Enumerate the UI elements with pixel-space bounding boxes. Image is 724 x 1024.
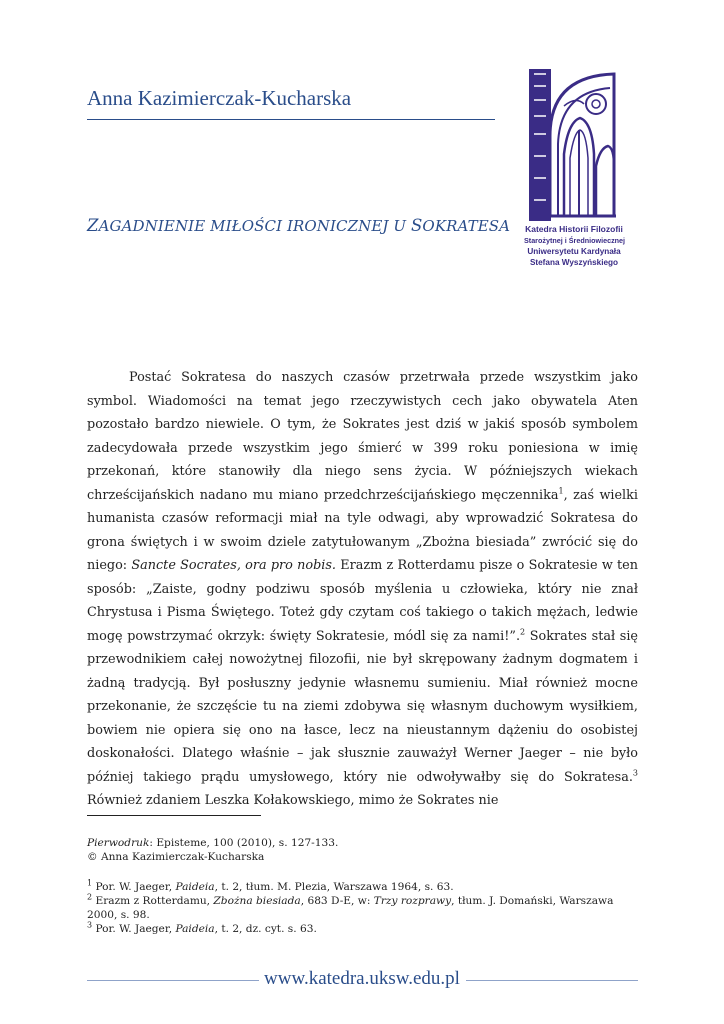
body-text-4: Sokrates stał się przewodnikiem całej nowożytnej filozofii, nie był skrępowany żadnym dogmatem i żadną tradycją. Był posłuszny jedynie własnemu sumieniu. Miał również mocne przekonanie, że szczęście tu na ziemi zdobywa się własnym duchowym wysiłkiem, bowiem nie opiera się ono na łasce, lecz na nieustannym dążeniu do osobistej doskonałości. Dlatego właśnie – jak słusznie zauważył Werner Jaeger – nie było później takiego prądu umysłowego, który nie odwoływałby się do Sokratesa. (87, 628, 638, 785)
footnote-1-text-b: , t. 2, tłum. M. Plezia, Warszawa 1964, s. 63. (214, 881, 454, 893)
footnote-2-text-b: , 683 D-E, w: (300, 895, 374, 907)
body-paragraph (87, 366, 638, 813)
body-text-2: , zaś wielki humanista czasów reformacji miał na tyle odwagi, aby wprowadzić Sokratesa do grona świętych i w swoim dziele zatytułowanym „Zbożna biesiada” zwrócić się do niego: (87, 487, 639, 573)
logo-line-1: Katedra Historii Filozofii (525, 224, 623, 234)
article-body (87, 366, 638, 813)
body-text-1: Postać Sokratesa do naszych czasów przetrwała przede wszystkim jako symbol. Wiadomości na temat jego rzeczywistych cech jako obywatela Aten pozostało bardzo niewiele. O tym, że Sokrates jest dziś w jakiś sposób symbolem zadecydowała przede wszystkim jego śmierć w 399 roku poniesiona w imię przekonań, które stanowiły dla niego sens życia. W późniejszych wiekach chrześcijańskich nadano mu miano przedchrześcijańskiego męczennika (87, 370, 638, 503)
footnote-separator (87, 815, 261, 816)
footnote-2 (87, 894, 638, 922)
footnote-1-number: 1 (87, 878, 93, 888)
footer-line-right (466, 980, 638, 981)
footnote-1-title: Paideia (175, 881, 215, 893)
logo-line-4: Stefana Wyszyńskiego (529, 258, 619, 267)
footnote-2-title-2: Trzy rozprawy (373, 895, 452, 907)
body-text-3: Erazm z Rotterdamu pisze o Sokratesie w ten sposób: „Zaiste, godny podziwu sposób myślenia u człowieka, który nie znał Chrystusa i Pisma Świętego. Toteż gdy czytam coś takiego o takich mężach, ledwie mogę powstrzymać okrzyk: święty Sokratesie, módl się za nami!”. (87, 558, 638, 644)
footnote-3-text-b: , t. 2, dz. cyt. s. 63. (214, 923, 317, 935)
title-cap-1: Z (87, 216, 99, 235)
logo-line-2: Starożytnej i Średniowiecznej (524, 236, 626, 245)
gothic-window-icon (524, 66, 624, 222)
footnote-ref-1[interactable]: 1 (558, 486, 564, 496)
footnote-ref-2[interactable]: 2 (520, 627, 526, 637)
footnote-3-number: 3 (87, 920, 93, 930)
footnote-1-text-a: Por. W. Jaeger, (92, 881, 176, 893)
footer-website-link[interactable]: www.katedra.uksw.edu.pl (264, 968, 460, 989)
footnote-ref-3[interactable]: 3 (632, 768, 638, 778)
logo-text (524, 224, 624, 268)
footnote-3-title: Paideia (175, 923, 215, 935)
copyright-note: © Anna Kazimierczak-Kucharska (87, 851, 265, 863)
footer-line-left (87, 980, 259, 981)
author-name: Anna Kazimierczak-Kucharska (87, 86, 495, 120)
body-latin-quote: Sancte Socrates, ora pro nobis. (131, 558, 336, 573)
source-label: Pierwodruk (87, 837, 150, 849)
footnote-3 (87, 922, 638, 936)
footnote-3-text-a: Por. W. Jaeger, (92, 923, 176, 935)
source-text: : Episteme, 100 (2010), s. 127-133. (149, 837, 339, 849)
footnote-2-number: 2 (87, 892, 93, 902)
logo-line-3: Uniwersytetu Kardynała (527, 247, 621, 256)
title-part-2: OKRATESA (422, 217, 511, 235)
article-title (87, 216, 510, 235)
department-logo (524, 66, 624, 278)
footnote-2-text-a: Erazm z Rotterdamu, (92, 895, 214, 907)
title-part-1: AGADNIENIE MIŁOŚCI IRONICZNEJ U (98, 217, 412, 235)
footnote-2-title: Zbożna biesiada (213, 895, 301, 907)
source-note (87, 836, 638, 850)
title-cap-2: S (411, 216, 423, 235)
footnote-1 (87, 880, 638, 894)
body-text-5: Również zdaniem Leszka Kołakowskiego, mimo że Sokrates nie (87, 793, 499, 808)
footnote-2-text-c: , tłum. J. Domański, Warszawa 2000, s. 98. (87, 895, 614, 921)
